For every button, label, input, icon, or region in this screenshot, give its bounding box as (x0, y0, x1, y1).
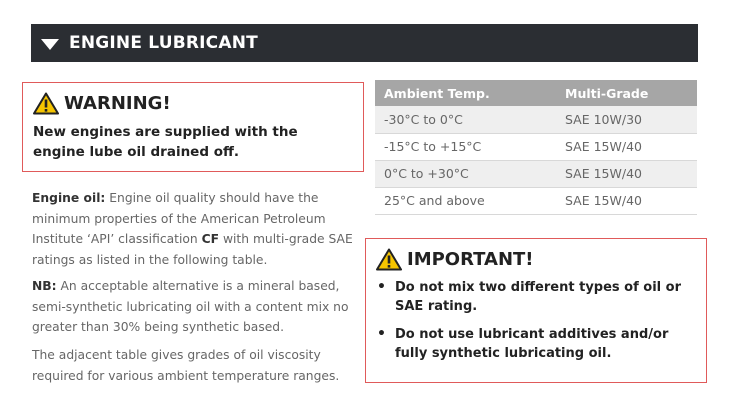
engine-oil-text-b: with multi-grade SAE ratings as listed in the following table. (32, 232, 353, 267)
important-list (376, 278, 696, 363)
engine-oil-text-a: Engine oil quality should have the minimum properties of the American Petroleum Institute ‘API’ classification (32, 191, 326, 246)
list-item: • Do not mix two different types of oil or SAE rating. (376, 278, 696, 316)
warning-label: WARNING! (64, 93, 171, 114)
nb-paragraph (32, 276, 362, 338)
nb-lead: NB: (32, 279, 57, 293)
grade-cell: SAE 15W/40 (556, 133, 697, 160)
table-row (375, 160, 697, 187)
warning-triangle-icon (376, 248, 402, 271)
grade-cell: SAE 15W/40 (556, 187, 697, 214)
temp-cell: -30°C to 0°C (375, 106, 556, 133)
engine-oil-lead: Engine oil: (32, 191, 106, 205)
cf-classification: CF (201, 232, 220, 246)
grade-cell: SAE 15W/40 (556, 160, 697, 187)
engine-oil-paragraph (32, 188, 362, 270)
warning-text: New engines are supplied with the engine lube oil drained off. (33, 124, 298, 160)
oil-grade-table (375, 80, 697, 215)
temp-cell: 25°C and above (375, 187, 556, 214)
table-row (375, 106, 697, 133)
table-intro-paragraph: The adjacent table gives grades of oil viscosity required for various ambient temperature ranges. (32, 348, 340, 383)
list-item: • Do not use lubricant additives and/or fully synthetic lubricating oil. (376, 325, 696, 363)
important-label: IMPORTANT! (407, 249, 534, 270)
temp-cell: 0°C to +30°C (375, 160, 556, 187)
warning-triangle-icon (33, 92, 59, 115)
header-ambient-temp: Ambient Temp. (375, 80, 556, 106)
nb-text: An acceptable alternative is a mineral based, semi-synthetic lubricating oil with a content mix no greater than 30% being synthetic based. (32, 279, 349, 334)
grade-cell: SAE 10W/30 (556, 106, 697, 133)
warning-heading (33, 92, 353, 115)
table-header-row (375, 80, 697, 106)
important-box (365, 238, 707, 383)
table-row (375, 133, 697, 160)
warning-box (22, 82, 364, 172)
header-multi-grade: Multi-Grade (556, 80, 697, 106)
table-row (375, 187, 697, 214)
temp-cell: -15°C to +15°C (375, 133, 556, 160)
caret-down-icon[interactable] (41, 39, 59, 50)
section-header[interactable] (31, 24, 698, 62)
section-title: ENGINE LUBRICANT (69, 33, 258, 53)
important-heading (376, 248, 696, 271)
